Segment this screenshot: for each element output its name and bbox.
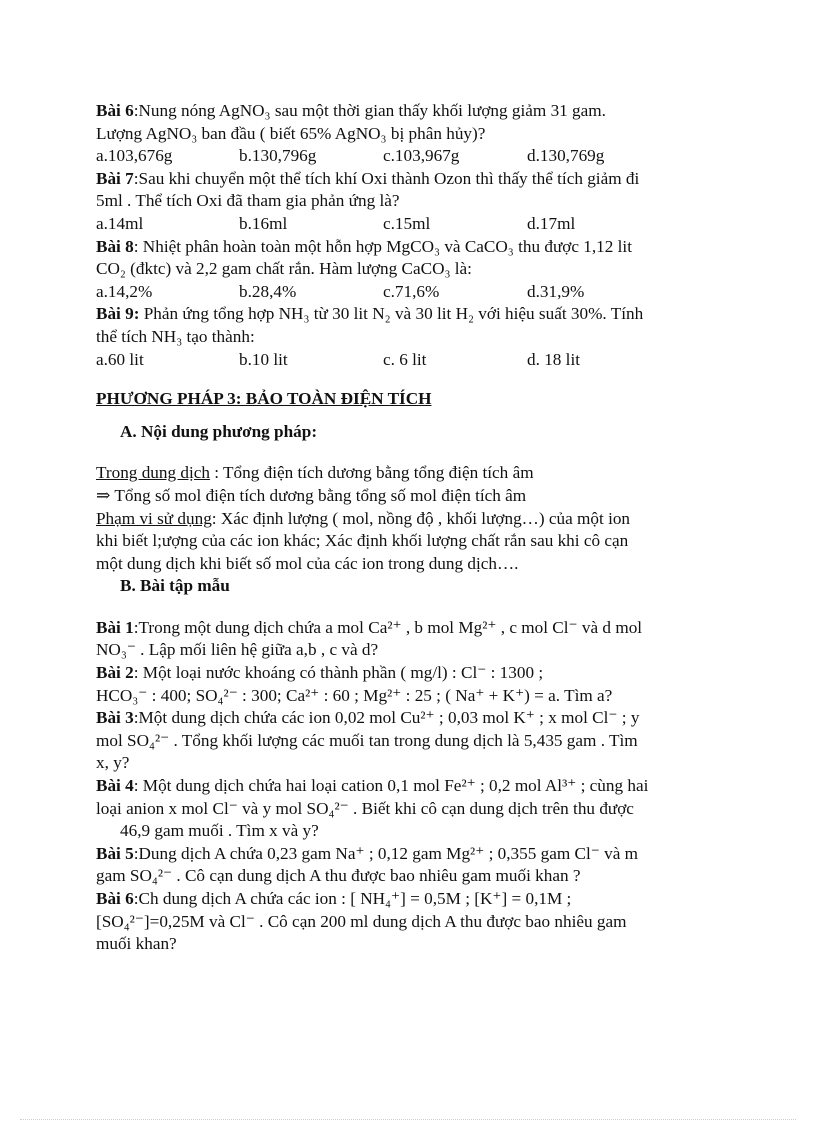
option-a: a.103,676g [96, 146, 173, 166]
answer-options [96, 145, 696, 168]
content-text: khi biết l;ượng của các ion khác; Xác định khối lượng chất rắn sau khi cô cạn [96, 531, 629, 551]
option-b: b.130,796g [239, 146, 317, 166]
option-a: a.14,2% [96, 281, 153, 301]
option-a: a.14ml [96, 213, 144, 233]
option-a: a.60 lit [96, 349, 144, 369]
exercise-3 [96, 707, 696, 775]
option-b: b.10 lit [239, 349, 288, 369]
problem-text: 5ml . Thể tích Oxi đã tham gia phản ứng là? [96, 191, 400, 211]
exercise-text: : Một dung dịch chứa hai loại cation 0,1 mol Fe²⁺ ; 0,2 mol Al³⁺ ; cùng hai [133, 776, 649, 796]
exercise-text: [SO₄²⁻]=0,25M và Cl⁻ . Cô cạn 200 ml dung dịch A thu được bao nhiêu gam [96, 911, 627, 931]
problem-text: Phản ứng tổng hợp NH₃ từ 30 lit N₂ và 30 lit H₂ với hiệu suất 30%. Tính [139, 304, 644, 324]
exercise-text: x, y? [96, 753, 130, 773]
exercise-text: loại anion x mol Cl⁻ và y mol SO₄²⁻ . Biết khi cô cạn dung dịch trên thu được [96, 798, 634, 818]
page-bottom-rule [20, 1119, 796, 1120]
exercise-label: Bài 1 [96, 617, 134, 637]
exercise-text: muối khan? [96, 934, 177, 954]
problem-text: :Sau khi chuyển một thể tích khí Oxi thành Ozon thì thấy thể tích giảm đi [133, 168, 640, 188]
exercise-text: :Ch dung dịch A chứa các ion : [ NH₄⁺] = 0,5M ; [K⁺] = 0,1M ; [133, 889, 572, 908]
problem-7 [96, 168, 696, 236]
problem-label: Bài 9: [96, 304, 140, 324]
exercise-text: mol SO₄²⁻ . Tổng khối lượng các muối tan trong dung dịch là 5,435 gam . Tìm [96, 730, 638, 750]
exercise-label: Bài 3 [96, 708, 134, 728]
problem-8 [96, 236, 696, 304]
content-label: Phạm vi sử dụng [96, 508, 212, 528]
exercise-label: Bài 4 [96, 776, 134, 796]
section-b-heading: B. Bài tập mẫu [120, 576, 230, 596]
problem-text: : Nhiệt phân hoàn toàn một hỗn hợp MgCO₃ và CaCO₃ thu được 1,12 lit [133, 236, 632, 256]
exercise-text: 46,9 gam muối . Tìm x và y? [120, 821, 319, 841]
exercise-text: gam SO₄²⁻ . Cô cạn dung dịch A thu được bao nhiêu gam muối khan ? [96, 866, 581, 886]
exercise-text: : Một loại nước khoáng có thành phần ( mg/l) : Cl⁻ : 1300 ; [133, 663, 544, 683]
problem-9 [96, 303, 696, 371]
option-c: c. 6 lit [383, 349, 427, 369]
exercise-text: HCO₃⁻ : 400; SO₄²⁻ : 300; Ca²⁺ : 60 ; Mg²⁺ : 25 ; ( Na⁺ + K⁺) = a. Tìm a? [96, 685, 613, 705]
option-d: d.31,9% [527, 281, 585, 301]
option-c: c.15ml [383, 213, 431, 233]
section-a-heading: A. Nội dung phương pháp: [120, 421, 318, 441]
problem-label: Bài 7 [96, 168, 134, 188]
problem-text: :Nung nóng AgNO₃ sau một thời gian thấy khối lượng giảm 31 gam. [133, 101, 606, 120]
answer-options [96, 281, 696, 304]
exercise-label: Bài 2 [96, 663, 134, 683]
method-heading: PHƯƠNG PHÁP 3: BẢO TOÀN ĐIỆN TÍCH [96, 389, 432, 409]
exercise-text: NO₃⁻ . Lập mối liên hệ giữa a,b , c và d? [96, 640, 379, 660]
exercise-4 [96, 775, 696, 843]
exercise-1 [96, 617, 696, 662]
answer-options [96, 213, 696, 236]
exercise-text: :Dung dịch A chứa 0,23 gam Na⁺ ; 0,12 gam Mg²⁺ ; 0,355 gam Cl⁻ và m [133, 843, 638, 863]
problem-text: Lượng AgNO₃ ban đầu ( biết 65% AgNO₃ bị phân hủy)? [96, 123, 486, 143]
option-d: d.17ml [527, 213, 576, 233]
option-d: d.130,769g [527, 146, 605, 166]
document-page [96, 100, 696, 956]
content-text: : Tổng điện tích dương bằng tổng điện tích âm [209, 463, 534, 483]
option-b: b.28,4% [239, 281, 297, 301]
option-c: c.71,6% [383, 281, 440, 301]
problem-text: thể tích NH₃ tạo thành: [96, 326, 255, 346]
problem-6 [96, 100, 696, 168]
problem-text: CO₂ (đktc) và 2,2 gam chất rắn. Hàm lượng CaCO₃ là: [96, 259, 472, 279]
problem-label: Bài 8 [96, 236, 134, 256]
exercise-label: Bài 6 [96, 889, 134, 908]
problem-label: Bài 6 [96, 101, 134, 120]
option-b: b.16ml [239, 213, 288, 233]
option-d: d. 18 lit [527, 349, 580, 369]
exercise-2 [96, 662, 696, 707]
exercise-5 [96, 843, 696, 888]
exercise-text: :Trong một dung dịch chứa a mol Ca²⁺ , b mol Mg²⁺ , c mol Cl⁻ và d mol [133, 617, 643, 637]
exercise-text: :Một dung dịch chứa các ion 0,02 mol Cu²⁺ ; 0,03 mol K⁺ ; x mol Cl⁻ ; y [133, 708, 640, 728]
content-text: ⇒ Tổng số mol điện tích dương bằng tổng số mol điện tích âm [96, 485, 527, 505]
content-text: một dung dịch khi biết số mol của các ion trong dung dịch…. [96, 553, 519, 573]
content-text: : Xác định lượng ( mol, nồng độ , khối lượng…) của một ion [211, 508, 631, 528]
exercise-label: Bài 5 [96, 843, 134, 863]
option-c: c.103,967g [383, 146, 460, 166]
content-label: Trong dung dịch [96, 463, 210, 483]
method-content [96, 462, 696, 575]
answer-options [96, 349, 696, 372]
exercise-6 [96, 888, 696, 956]
